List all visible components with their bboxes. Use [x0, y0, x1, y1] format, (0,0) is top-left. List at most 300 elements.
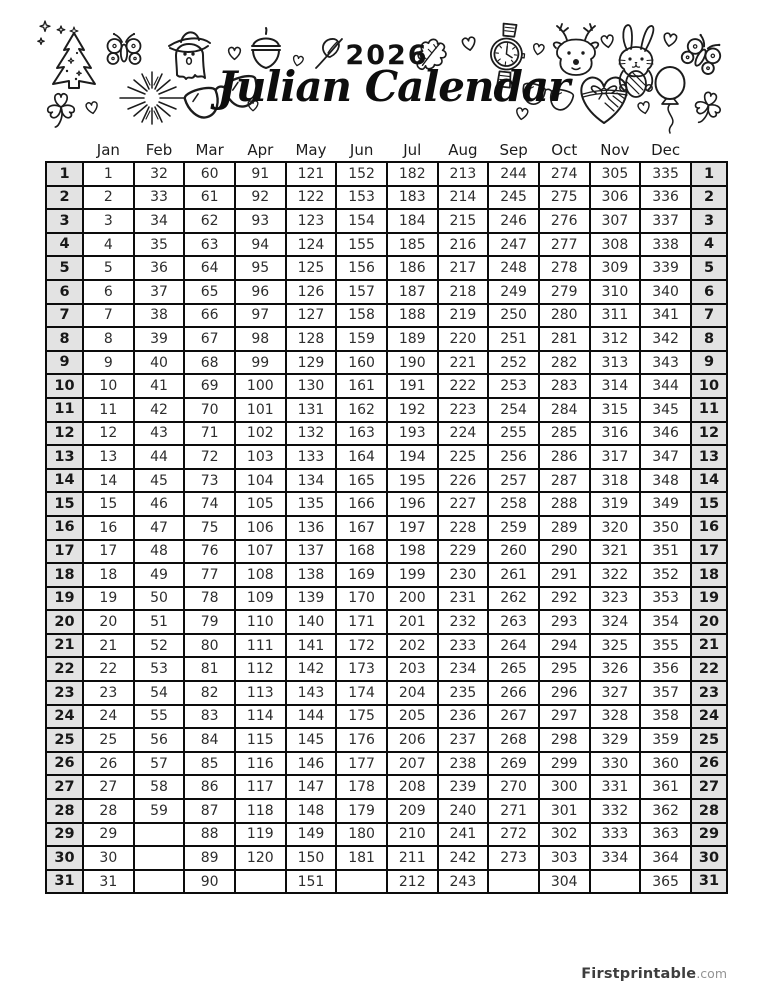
julian-day-cell: 148 [286, 799, 337, 823]
julian-day-cell: 238 [438, 752, 489, 776]
day-label-left: 24 [46, 705, 83, 729]
table-row [46, 492, 727, 516]
julian-day-cell: 282 [539, 351, 590, 375]
julian-day-cell: 69 [184, 374, 235, 398]
julian-day-cell: 16 [83, 516, 134, 540]
julian-day-cell: 305 [590, 162, 641, 186]
julian-day-cell: 228 [438, 516, 489, 540]
day-label-right: 1 [691, 162, 727, 186]
julian-day-cell: 218 [438, 280, 489, 304]
julian-day-cell: 26 [83, 752, 134, 776]
julian-day-cell: 230 [438, 563, 489, 587]
julian-day-cell: 20 [83, 610, 134, 634]
julian-day-cell: 288 [539, 492, 590, 516]
julian-day-cell: 352 [640, 563, 691, 587]
julian-day-cell: 226 [438, 469, 489, 493]
julian-day-cell: 286 [539, 445, 590, 469]
julian-day-cell: 344 [640, 374, 691, 398]
heart-icon [226, 45, 243, 61]
julian-day-cell: 50 [134, 587, 185, 611]
month-header-jun: Jun [349, 141, 374, 159]
julian-day-cell: 122 [286, 186, 337, 210]
julian-day-cell: 274 [539, 162, 590, 186]
julian-day-cell: 265 [488, 657, 539, 681]
julian-day-cell: 63 [184, 233, 235, 257]
julian-day-cell: 311 [590, 304, 641, 328]
julian-table [45, 141, 728, 894]
julian-day-cell: 241 [438, 823, 489, 847]
julian-day-cell: 67 [184, 327, 235, 351]
julian-day-cell: 299 [539, 752, 590, 776]
julian-day-cell: 91 [235, 162, 286, 186]
month-header-sep: Sep [499, 141, 528, 159]
heart-icon [598, 32, 617, 50]
julian-day-cell: 14 [83, 469, 134, 493]
julian-day-cell: 170 [336, 587, 387, 611]
julian-day-cell [488, 870, 539, 894]
julian-day-cell: 55 [134, 705, 185, 729]
julian-day-cell: 348 [640, 469, 691, 493]
julian-day-cell: 167 [336, 516, 387, 540]
day-label-right: 2 [691, 186, 727, 210]
julian-day-cell: 293 [539, 610, 590, 634]
julian-day-cell: 335 [640, 162, 691, 186]
julian-day-cell: 175 [336, 705, 387, 729]
julian-day-cell: 195 [387, 469, 438, 493]
julian-day-cell: 207 [387, 752, 438, 776]
day-label-left: 7 [46, 304, 83, 328]
julian-day-cell: 161 [336, 374, 387, 398]
day-label-right: 25 [691, 728, 727, 752]
julian-day-cell: 65 [184, 280, 235, 304]
julian-day-cell: 264 [488, 634, 539, 658]
day-label-right: 3 [691, 209, 727, 233]
julian-day-cell: 166 [336, 492, 387, 516]
julian-day-cell [235, 870, 286, 894]
month-header-feb: Feb [145, 141, 173, 159]
julian-day-cell: 231 [438, 587, 489, 611]
julian-day-cell: 28 [83, 799, 134, 823]
julian-day-cell: 234 [438, 657, 489, 681]
day-label-right: 19 [691, 587, 727, 611]
julian-day-cell: 81 [184, 657, 235, 681]
julian-day-cell: 310 [590, 280, 641, 304]
julian-day-cell: 80 [184, 634, 235, 658]
julian-day-cell: 205 [387, 705, 438, 729]
julian-day-cell: 215 [438, 209, 489, 233]
julian-day-cell: 6 [83, 280, 134, 304]
day-label-left: 14 [46, 469, 83, 493]
julian-day-cell: 35 [134, 233, 185, 257]
julian-day-cell: 222 [438, 374, 489, 398]
table-row [46, 705, 727, 729]
julian-day-cell: 245 [488, 186, 539, 210]
julian-day-cell: 19 [83, 587, 134, 611]
julian-day-cell: 186 [387, 256, 438, 280]
julian-day-cell: 12 [83, 422, 134, 446]
julian-day-cell: 120 [235, 846, 286, 870]
table-row [46, 233, 727, 257]
julian-day-cell: 185 [387, 233, 438, 257]
julian-day-cell: 304 [539, 870, 590, 894]
table-row [46, 681, 727, 705]
julian-day-cell: 98 [235, 327, 286, 351]
julian-day-cell: 330 [590, 752, 641, 776]
julian-day-cell: 77 [184, 563, 235, 587]
day-label-left: 11 [46, 398, 83, 422]
julian-day-cell: 173 [336, 657, 387, 681]
day-label-right: 24 [691, 705, 727, 729]
table-row [46, 256, 727, 280]
month-header-dec: Dec [651, 141, 681, 159]
day-label-right: 26 [691, 752, 727, 776]
day-label-left: 26 [46, 752, 83, 776]
day-label-right: 9 [691, 351, 727, 375]
table-row [46, 587, 727, 611]
julian-day-cell: 290 [539, 540, 590, 564]
heart-icon [660, 30, 681, 50]
julian-day-cell: 197 [387, 516, 438, 540]
julian-day-cell: 313 [590, 351, 641, 375]
julian-day-cell: 84 [184, 728, 235, 752]
julian-day-cell: 211 [387, 846, 438, 870]
table-row [46, 422, 727, 446]
julian-day-cell: 334 [590, 846, 641, 870]
julian-day-cell: 162 [336, 398, 387, 422]
julian-day-cell: 102 [235, 422, 286, 446]
julian-day-cell: 94 [235, 233, 286, 257]
julian-day-cell: 103 [235, 445, 286, 469]
day-label-left: 8 [46, 327, 83, 351]
julian-day-cell: 252 [488, 351, 539, 375]
julian-day-cell: 86 [184, 775, 235, 799]
julian-day-cell: 154 [336, 209, 387, 233]
day-label-right: 13 [691, 445, 727, 469]
heart-icon [459, 34, 480, 54]
month-header-apr: Apr [247, 141, 274, 159]
julian-day-cell: 7 [83, 304, 134, 328]
day-label-right: 10 [691, 374, 727, 398]
julian-day-cell: 43 [134, 422, 185, 446]
julian-day-cell: 32 [134, 162, 185, 186]
julian-day-cell: 137 [286, 540, 337, 564]
julian-day-cell: 116 [235, 752, 286, 776]
day-label-right: 21 [691, 634, 727, 658]
julian-day-cell: 260 [488, 540, 539, 564]
day-label-right: 8 [691, 327, 727, 351]
julian-day-cell [590, 870, 641, 894]
julian-day-cell: 72 [184, 445, 235, 469]
julian-day-cell: 308 [590, 233, 641, 257]
julian-day-cell: 198 [387, 540, 438, 564]
julian-day-cell: 188 [387, 304, 438, 328]
julian-day-cell: 262 [488, 587, 539, 611]
julian-day-cell: 45 [134, 469, 185, 493]
day-label-left: 4 [46, 233, 83, 257]
julian-day-cell: 164 [336, 445, 387, 469]
corner-cell [691, 141, 727, 162]
julian-day-cell: 190 [387, 351, 438, 375]
julian-day-cell: 239 [438, 775, 489, 799]
julian-day-cell: 85 [184, 752, 235, 776]
table-row [46, 398, 727, 422]
day-label-right: 18 [691, 563, 727, 587]
julian-day-cell: 181 [336, 846, 387, 870]
julian-day-cell: 92 [235, 186, 286, 210]
julian-day-cell: 152 [336, 162, 387, 186]
heart-icon [530, 41, 547, 57]
julian-day-cell: 229 [438, 540, 489, 564]
julian-day-cell: 338 [640, 233, 691, 257]
julian-day-cell: 199 [387, 563, 438, 587]
julian-day-cell: 61 [184, 186, 235, 210]
julian-day-cell: 151 [286, 870, 337, 894]
julian-day-cell: 10 [83, 374, 134, 398]
julian-day-cell: 136 [286, 516, 337, 540]
month-header-row [46, 141, 727, 162]
month-header-nov: Nov [600, 141, 630, 159]
julian-day-cell: 34 [134, 209, 185, 233]
julian-day-cell: 329 [590, 728, 641, 752]
julian-day-cell: 135 [286, 492, 337, 516]
julian-day-cell: 163 [336, 422, 387, 446]
julian-day-cell: 88 [184, 823, 235, 847]
julian-day-cell: 258 [488, 492, 539, 516]
butterfly-icon [105, 29, 143, 67]
julian-day-cell: 56 [134, 728, 185, 752]
julian-day-cell: 112 [235, 657, 286, 681]
julian-day-cell: 71 [184, 422, 235, 446]
julian-day-cell: 59 [134, 799, 185, 823]
julian-day-cell: 93 [235, 209, 286, 233]
page-title: Julian Calendar [217, 62, 570, 111]
julian-day-cell: 291 [539, 563, 590, 587]
julian-day-cell [336, 870, 387, 894]
day-label-right: 30 [691, 846, 727, 870]
julian-day-cell: 318 [590, 469, 641, 493]
julian-day-cell: 174 [336, 681, 387, 705]
julian-day-cell: 362 [640, 799, 691, 823]
julian-day-cell: 331 [590, 775, 641, 799]
julian-day-cell: 51 [134, 610, 185, 634]
julian-day-cell: 79 [184, 610, 235, 634]
julian-day-cell: 38 [134, 304, 185, 328]
julian-day-cell: 276 [539, 209, 590, 233]
year-label: 2026 [345, 40, 429, 71]
julian-day-cell: 365 [640, 870, 691, 894]
day-label-left: 28 [46, 799, 83, 823]
julian-day-cell: 62 [184, 209, 235, 233]
brand-suffix: .com [696, 966, 727, 981]
julian-day-cell: 317 [590, 445, 641, 469]
julian-day-cell: 301 [539, 799, 590, 823]
month-header-jul: Jul [403, 141, 422, 159]
calendar-container [45, 141, 728, 894]
julian-day-cell: 118 [235, 799, 286, 823]
day-label-right: 7 [691, 304, 727, 328]
julian-day-cell: 295 [539, 657, 590, 681]
julian-day-cell: 2 [83, 186, 134, 210]
julian-day-cell: 353 [640, 587, 691, 611]
julian-day-cell: 345 [640, 398, 691, 422]
julian-day-cell: 259 [488, 516, 539, 540]
month-header-aug: Aug [448, 141, 478, 159]
julian-day-cell: 21 [83, 634, 134, 658]
julian-day-cell: 224 [438, 422, 489, 446]
julian-day-cell: 339 [640, 256, 691, 280]
julian-day-cell: 180 [336, 823, 387, 847]
julian-day-cell: 101 [235, 398, 286, 422]
julian-day-cell: 312 [590, 327, 641, 351]
julian-day-cell: 184 [387, 209, 438, 233]
month-header-may: May [295, 141, 327, 159]
heart-gift-box-icon [572, 69, 636, 127]
julian-day-cell: 316 [590, 422, 641, 446]
julian-day-cell: 324 [590, 610, 641, 634]
julian-day-cell: 15 [83, 492, 134, 516]
julian-day-cell: 337 [640, 209, 691, 233]
julian-day-cell: 47 [134, 516, 185, 540]
julian-day-cell: 298 [539, 728, 590, 752]
julian-day-cell: 356 [640, 657, 691, 681]
watermark [581, 963, 727, 982]
julian-day-cell: 78 [184, 587, 235, 611]
julian-day-cell: 289 [539, 516, 590, 540]
julian-day-cell: 271 [488, 799, 539, 823]
julian-day-cell: 327 [590, 681, 641, 705]
julian-day-cell: 130 [286, 374, 337, 398]
julian-day-cell: 246 [488, 209, 539, 233]
julian-day-cell: 200 [387, 587, 438, 611]
day-label-right: 16 [691, 516, 727, 540]
julian-day-cell: 189 [387, 327, 438, 351]
table-row [46, 516, 727, 540]
julian-day-cell: 132 [286, 422, 337, 446]
julian-day-cell: 223 [438, 398, 489, 422]
julian-day-cell: 25 [83, 728, 134, 752]
julian-day-cell: 232 [438, 610, 489, 634]
julian-day-cell: 145 [286, 728, 337, 752]
julian-day-cell: 256 [488, 445, 539, 469]
julian-day-cell: 247 [488, 233, 539, 257]
julian-day-cell: 248 [488, 256, 539, 280]
day-label-left: 2 [46, 186, 83, 210]
julian-day-cell: 323 [590, 587, 641, 611]
table-row [46, 728, 727, 752]
julian-day-cell: 17 [83, 540, 134, 564]
julian-day-cell: 172 [336, 634, 387, 658]
julian-day-cell: 138 [286, 563, 337, 587]
day-label-right: 31 [691, 870, 727, 894]
table-row [46, 752, 727, 776]
julian-day-cell: 326 [590, 657, 641, 681]
julian-day-cell: 225 [438, 445, 489, 469]
julian-day-cell: 355 [640, 634, 691, 658]
julian-day-cell: 126 [286, 280, 337, 304]
julian-day-cell: 321 [590, 540, 641, 564]
julian-day-cell: 283 [539, 374, 590, 398]
julian-day-cell: 280 [539, 304, 590, 328]
julian-day-cell: 194 [387, 445, 438, 469]
julian-day-cell: 213 [438, 162, 489, 186]
julian-day-cell: 320 [590, 516, 641, 540]
julian-day-cell: 142 [286, 657, 337, 681]
julian-day-cell: 121 [286, 162, 337, 186]
day-label-left: 18 [46, 563, 83, 587]
julian-day-cell: 357 [640, 681, 691, 705]
day-label-right: 11 [691, 398, 727, 422]
julian-day-cell: 117 [235, 775, 286, 799]
julian-day-cell: 144 [286, 705, 337, 729]
julian-day-cell: 196 [387, 492, 438, 516]
julian-day-cell: 123 [286, 209, 337, 233]
julian-day-cell: 125 [286, 256, 337, 280]
julian-day-cell: 111 [235, 634, 286, 658]
julian-day-cell: 104 [235, 469, 286, 493]
table-row [46, 445, 727, 469]
julian-day-cell: 193 [387, 422, 438, 446]
julian-day-cell: 30 [83, 846, 134, 870]
julian-day-cell: 250 [488, 304, 539, 328]
day-label-right: 6 [691, 280, 727, 304]
day-label-left: 9 [46, 351, 83, 375]
julian-day-cell: 354 [640, 610, 691, 634]
julian-day-cell: 105 [235, 492, 286, 516]
julian-day-cell: 157 [336, 280, 387, 304]
julian-day-cell: 332 [590, 799, 641, 823]
julian-day-cell: 60 [184, 162, 235, 186]
julian-day-cell: 73 [184, 469, 235, 493]
julian-day-cell: 177 [336, 752, 387, 776]
table-row [46, 799, 727, 823]
julian-day-cell: 147 [286, 775, 337, 799]
julian-day-cell: 27 [83, 775, 134, 799]
day-label-right: 5 [691, 256, 727, 280]
julian-day-cell: 343 [640, 351, 691, 375]
julian-day-cell: 99 [235, 351, 286, 375]
julian-day-cell: 315 [590, 398, 641, 422]
julian-day-cell: 66 [184, 304, 235, 328]
day-label-left: 22 [46, 657, 83, 681]
julian-day-cell: 106 [235, 516, 286, 540]
julian-day-cell: 221 [438, 351, 489, 375]
julian-day-cell: 31 [83, 870, 134, 894]
julian-day-cell: 235 [438, 681, 489, 705]
julian-day-cell: 11 [83, 398, 134, 422]
day-label-left: 6 [46, 280, 83, 304]
julian-day-cell: 309 [590, 256, 641, 280]
julian-day-cell: 39 [134, 327, 185, 351]
julian-day-cell: 108 [235, 563, 286, 587]
julian-day-cell: 46 [134, 492, 185, 516]
day-label-left: 3 [46, 209, 83, 233]
header-decoration-band [0, 0, 773, 140]
day-label-left: 13 [46, 445, 83, 469]
julian-day-cell: 219 [438, 304, 489, 328]
julian-day-cell: 76 [184, 540, 235, 564]
table-row [46, 374, 727, 398]
julian-day-cell: 119 [235, 823, 286, 847]
julian-day-cell: 155 [336, 233, 387, 257]
day-label-right: 15 [691, 492, 727, 516]
julian-day-cell: 243 [438, 870, 489, 894]
julian-day-cell: 341 [640, 304, 691, 328]
julian-day-cell: 87 [184, 799, 235, 823]
julian-day-cell: 90 [184, 870, 235, 894]
table-row [46, 823, 727, 847]
julian-day-cell: 364 [640, 846, 691, 870]
julian-day-cell: 146 [286, 752, 337, 776]
